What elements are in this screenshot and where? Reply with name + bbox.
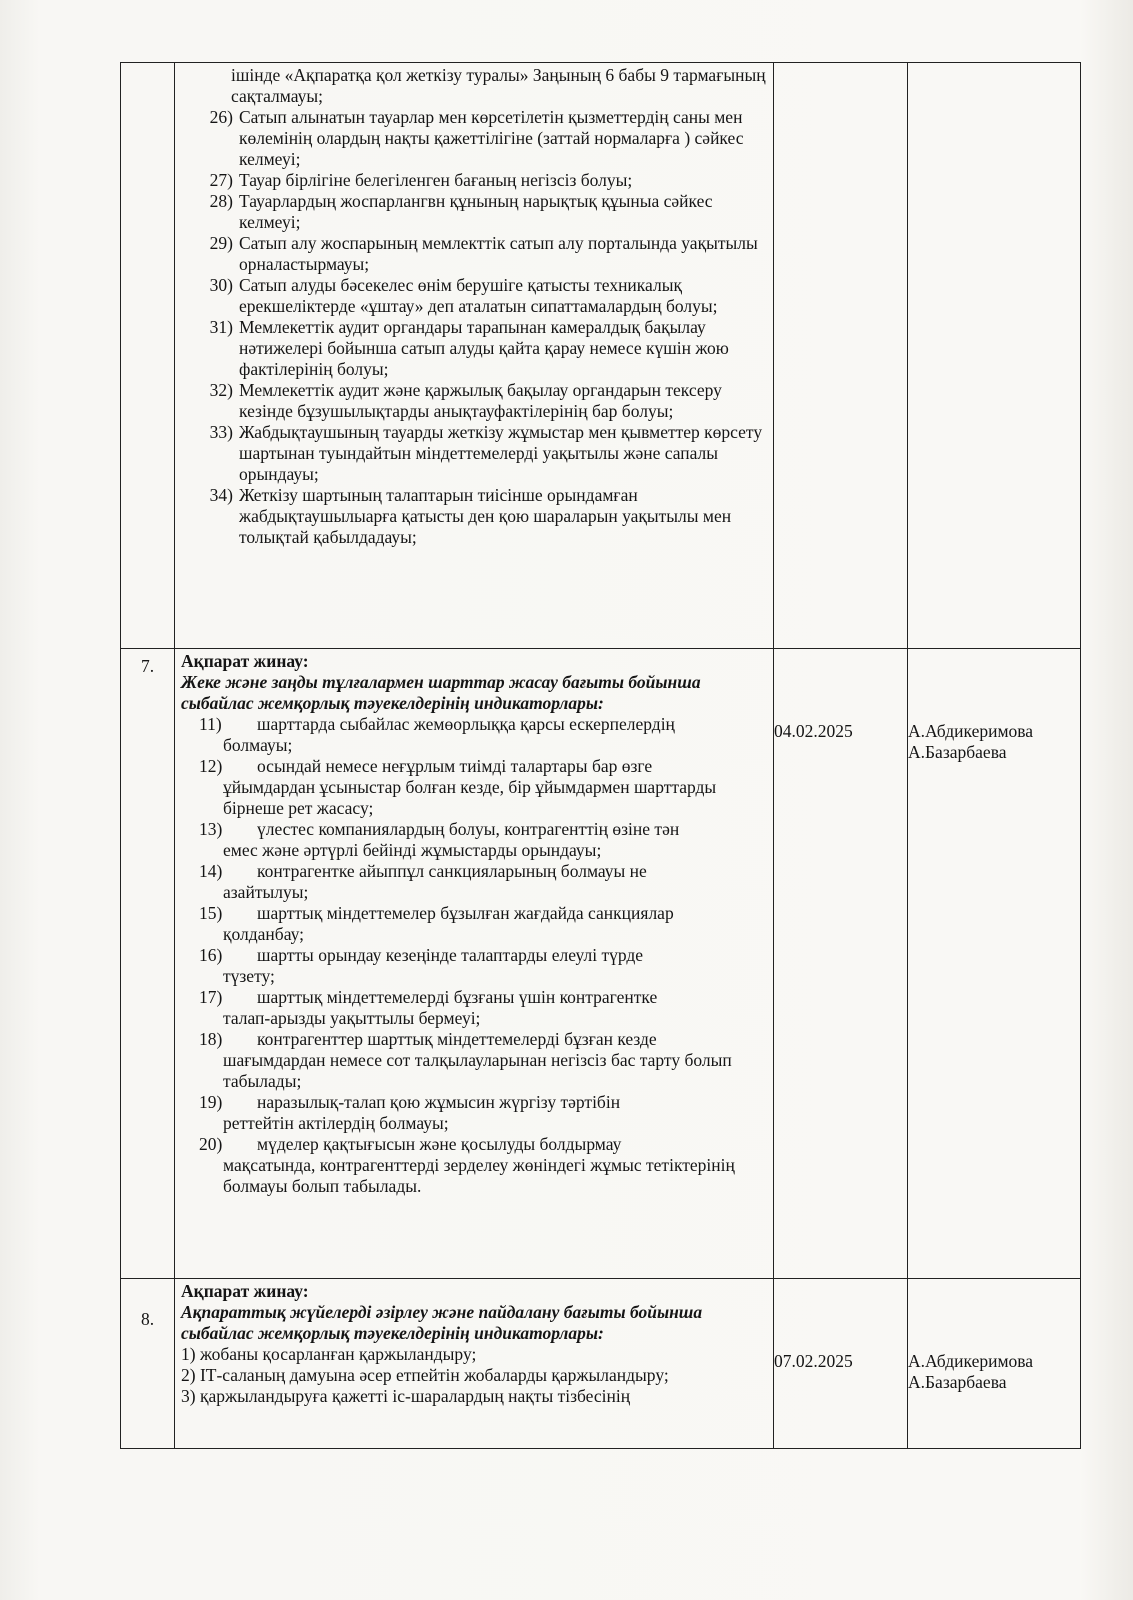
list-item [181, 903, 767, 945]
list-item-number: 33) [209, 422, 233, 442]
section-heading: Ақпарат жинау: [181, 651, 309, 671]
responsible-person: А.Абдикеримова [908, 1351, 1034, 1371]
row-content-cell [175, 63, 774, 649]
list-item-text: Тауар бірлігіне белегіленген бағаның негізсіз болуы; [239, 170, 633, 190]
list-item [181, 861, 767, 903]
list-item-number: 16) [199, 945, 223, 965]
list-item [181, 987, 767, 1029]
list-item-text-continued: мақсатында, контрагенттерді зерделеу жөніндегі жұмыс тетіктерінің болмауы болып табылады. [223, 1155, 735, 1196]
row-number: 7. [140, 656, 155, 676]
list-item [181, 380, 767, 422]
list-item-text: шарттарда сыбайлас жемөорлыққа қарсы ескерпелердің [257, 714, 675, 734]
continued-text: ішінде «Ақпаратқа қол жеткізу туралы» Заңының 6 бабы 9 тармағының сақталмауы; [231, 65, 766, 106]
responsible-cell [908, 1279, 1081, 1449]
table-row [121, 649, 1081, 1279]
row-number: 8. [140, 1309, 155, 1329]
list-item-text-continued: ұйымдардан ұсыныстар болған кезде, бір ұйымдармен шарттарды бірнеше рет жасасу; [223, 777, 717, 818]
list-item-text: шартты орындау кезеңінде талаптарды елеулі түрде [257, 945, 644, 965]
list-item-text-continued: талап-арызды уақыттылы бермеуі; [223, 1008, 481, 1028]
list-item [181, 819, 767, 861]
list-item-text-continued: болмауы; [223, 735, 293, 755]
list-item-number: 28) [209, 191, 233, 211]
list-item-number: 14) [199, 861, 223, 881]
list-item-text: контрагенттер шарттық міндеттемелерді бұзған кезде [257, 1029, 657, 1049]
list-item-text-continued: шағымдардан немесе сот талқылауларынан негізсіз бас тарту болып табылады; [223, 1050, 732, 1091]
list-item [181, 1092, 767, 1134]
date-cell [774, 63, 908, 649]
row-number-cell [121, 63, 175, 649]
list-item-text: Тауарлардың жоспарлангвн құнының нарықтық құыныа сәйкес келмеуі; [239, 191, 713, 232]
list-item-text: Жеткізу шартының талаптарын тиісінше орындамған жабдықтаушылыарға қатысты ден қою шараларын уақытылы мен толықтай қабылдадауы; [239, 485, 732, 547]
date-cell [774, 649, 908, 1279]
list-item [181, 756, 767, 819]
responsible-person: А.Базарбаева [908, 742, 1007, 762]
list-item [181, 275, 767, 317]
list-item-number: 26) [209, 107, 233, 127]
row-number-cell [121, 649, 175, 1279]
list-item: 3) қаржыландыруға қажетті іс-шаралардың нақты тізбесінің [181, 1386, 631, 1406]
list-item-number: 13) [199, 819, 223, 839]
list-item [181, 485, 767, 548]
responsible-person: А.Базарбаева [908, 1372, 1007, 1392]
list-item-text: наразылық-талап қою жұмысин жүргізу тәртібін [257, 1092, 621, 1112]
list-item-text: Мемлекеттік аудит және қаржылық бақылау органдарын тексеру кезінде бұзушылықтарды анықтауфактілерінің бар болуы; [239, 380, 722, 421]
list-item-text-continued: қолданбау; [223, 924, 304, 944]
list-item [181, 317, 767, 380]
list-item-text: мүделер қақтығысын және қосылуды болдырмау [257, 1134, 622, 1154]
list-item-number: 17) [199, 987, 223, 1007]
list-item-number: 34) [209, 485, 233, 505]
list-item [181, 170, 767, 191]
list-item-text-continued: түзету; [223, 966, 275, 986]
list-item [181, 191, 767, 233]
responsible-cell [908, 63, 1081, 649]
list-item-text: Сатып алу жоспарының мемлекттік сатып алу порталында уақытылы орналастырмауы; [239, 233, 758, 274]
list-item-text: шарттық міндеттемелер бұзылған жағдайда санкциялар [257, 903, 674, 923]
list-item-text: шарттық міндеттемелерді бұзғаны үшін контрагентке [257, 987, 658, 1007]
list-item-text-continued: реттейтін актілердің болмауы; [223, 1113, 449, 1133]
list-item-text-continued: азайтылуы; [223, 882, 309, 902]
list-item-text: Сатып алуды бәсекелес өнім берушіге қатысты техникалық ерекшеліктерде «ұштау» деп аталатын сипаттамалардың болуы; [239, 275, 718, 316]
row-content-cell [175, 649, 774, 1279]
due-date: 04.02.2025 [774, 721, 853, 741]
responsible-person: А.Абдикеримова [908, 721, 1034, 741]
list-item [181, 422, 767, 485]
list-item-text: Мемлекеттік аудит органдары тарапынан камералдық бақылау нәтижелері бойынша сатып алуды қайта қарау немесе күшін жою фактілерінің болуы; [239, 317, 729, 379]
list-item [181, 1029, 767, 1092]
list-item-text: Сатып алынатын тауарлар мен көрсетілетін қызметтердің саны мен көлемінің олардың нақты қажеттілігіне (заттай нормаларға ) сәйкес келмеуі; [239, 107, 744, 169]
list-item-number: 20) [199, 1134, 223, 1154]
list-item-number: 18) [199, 1029, 223, 1049]
due-date: 07.02.2025 [774, 1351, 853, 1371]
list-item-number: 15) [199, 903, 223, 923]
table-row [121, 1279, 1081, 1449]
row-content-cell [175, 1279, 774, 1449]
list-item-number: 32) [209, 380, 233, 400]
plan-table [120, 62, 1081, 1449]
list-item [181, 233, 767, 275]
list-item-text: контрагентке айыппұл санкцияларының болмауы не [257, 861, 647, 881]
list-item-number: 11) [199, 714, 222, 734]
list-item [181, 714, 767, 756]
section-heading: Ақпарат жинау: [181, 1281, 309, 1301]
list-item-text: Жабдықтаушының тауарды жеткізу жұмыстар мен қывметтер көрсету шартынан туындайтын міндеттемелерді уақытылы және сапалы орындауы; [239, 422, 763, 484]
date-cell [774, 1279, 908, 1449]
list-item-number: 29) [209, 233, 233, 253]
list-item-text-continued: емес және әртүрлі бейінді жұмыстарды орындауы; [223, 840, 602, 860]
row-number-cell [121, 1279, 175, 1449]
responsible-cell [908, 649, 1081, 1279]
list-item-text: үлестес компаниялардың болуы, контрагенттің өзіне тән [257, 819, 680, 839]
list-item [181, 107, 767, 170]
list-item: 2) ІТ-саланың дамуына әсер етпейтін жобаларды қаржыландыру; [181, 1365, 669, 1385]
section-subheading: Жеке және заңды тұлғалармен шарттар жасау бағыты бойынша сыбайлас жемқорлық тәуекелдерінің индикаторлары: [181, 672, 701, 713]
list-item-number: 27) [209, 170, 233, 190]
list-item: 1) жобаны қосарланған қаржыландыру; [181, 1344, 477, 1364]
table-row [121, 63, 1081, 649]
list-item-number: 12) [199, 756, 223, 776]
list-item-number: 31) [209, 317, 233, 337]
section-subheading: Ақпараттық жүйелерді әзірлеу және пайдалану бағыты бойынша сыбайлас жемқорлық тәуекелдерінің индикаторлары: [181, 1302, 703, 1343]
list-item-text: осындай немесе неғұрлым тиімді талартары бар өзге [257, 756, 653, 776]
list-item-number: 19) [199, 1092, 223, 1112]
list-item [181, 945, 767, 987]
list-item-number: 30) [209, 275, 233, 295]
list-item [181, 1134, 767, 1197]
